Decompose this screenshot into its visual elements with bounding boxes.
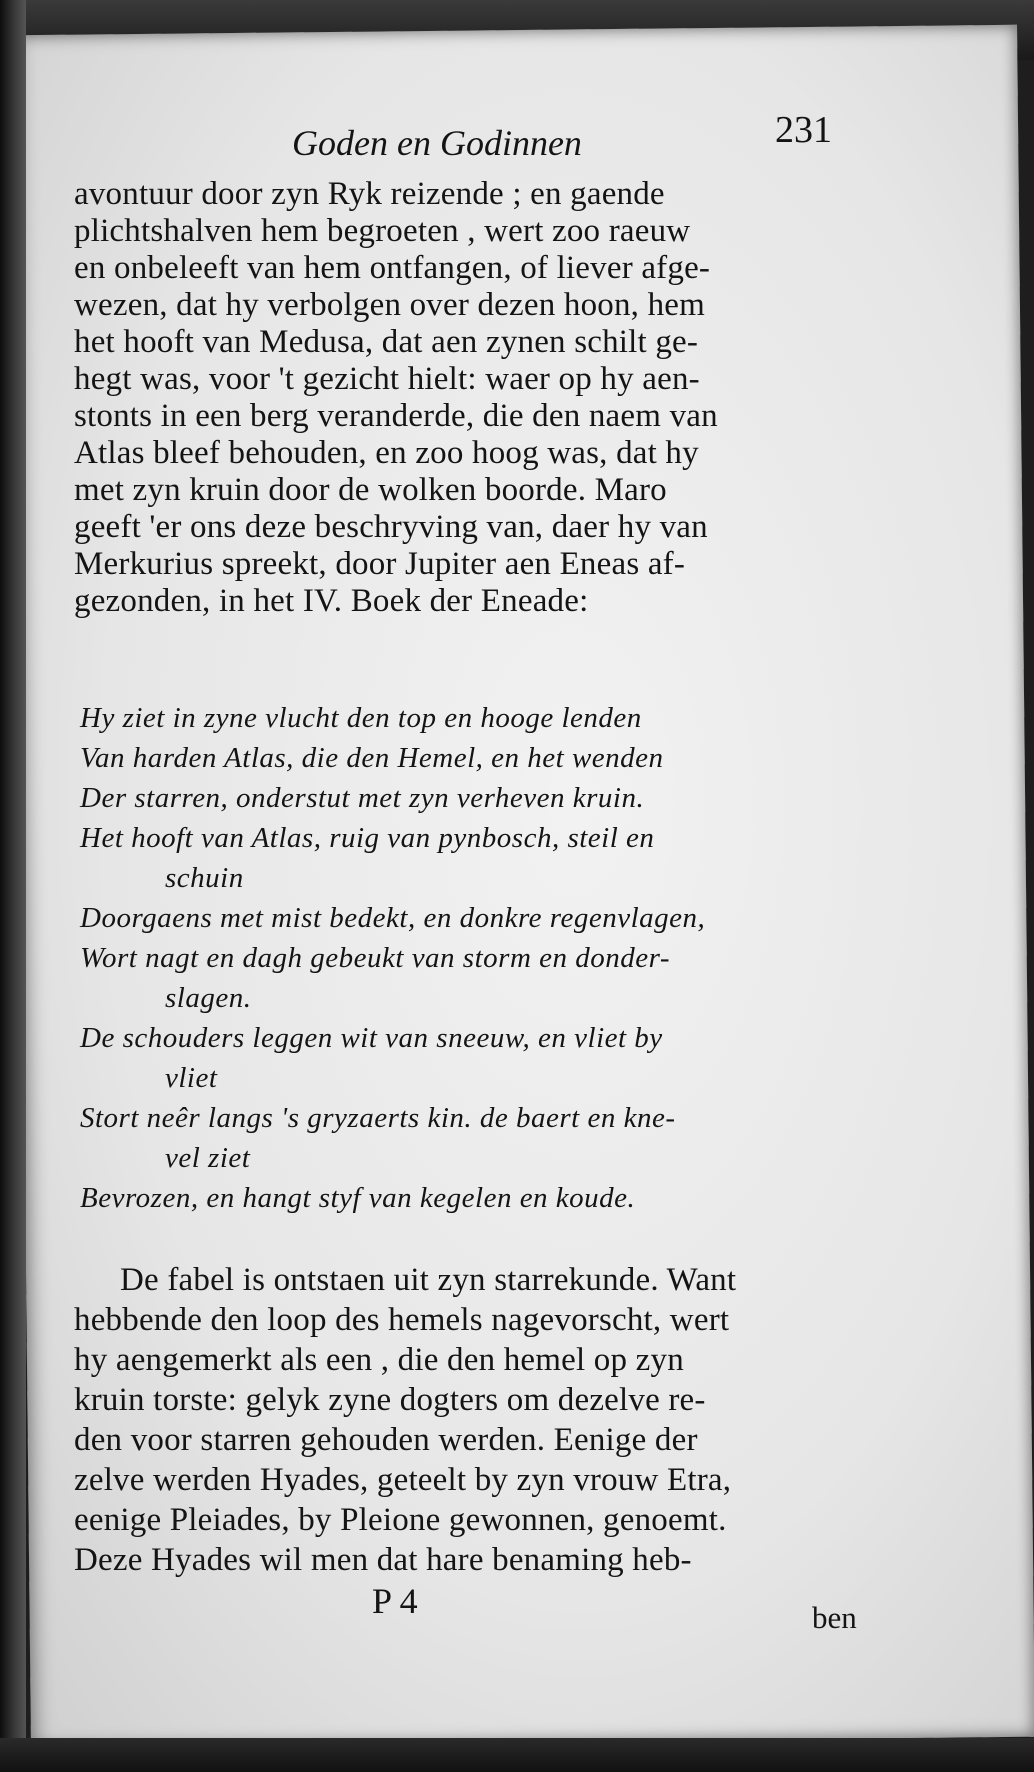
prose-line: zelve werden Hyades, geteelt by zyn vrouw Etra, (74, 1462, 732, 1498)
verse-line: schuin (165, 862, 244, 894)
running-title: Goden en Godinnen (292, 123, 582, 163)
prose-line: met zyn kruin door de wolken boorde. Maro (74, 472, 667, 508)
verse-line: Bevrozen, en hangt styf van kegelen en koude. (80, 1182, 636, 1214)
verse-line: Wort nagt en dagh gebeukt van storm en donder- (80, 942, 670, 974)
prose-line: plichtshalven hem begroeten , wert zoo raeuw (74, 213, 691, 249)
verse-line: Hy ziet in zyne vlucht den top en hooge lenden (80, 702, 642, 734)
prose-line: gezonden, in het IV. Boek der Eneade: (74, 583, 589, 619)
prose-line: kruin torste: gelyk zyne dogters om dezelve re- (74, 1382, 706, 1418)
prose-line: stonts in een berg veranderde, die den naem van (74, 398, 718, 434)
prose-line: het hooft van Medusa, dat aen zynen schilt ge- (74, 324, 699, 360)
signature-mark: P 4 (372, 1581, 418, 1621)
verse-line: Der starren, onderstut met zyn verheven kruin. (80, 782, 645, 814)
prose-line: Deze Hyades wil men dat hare benaming heb- (74, 1542, 692, 1578)
prose-line: avontuur door zyn Ryk reizende ; en gaende (74, 176, 665, 212)
prose-line: De fabel is ontstaen uit zyn starrekunde. Want (120, 1262, 737, 1298)
verse-line: De schouders leggen wit van sneeuw, en vliet by (80, 1022, 663, 1054)
prose-line: hebbende den loop des hemels nagevorscht, wert (74, 1302, 730, 1338)
prose-line: hegt was, voor 't gezicht hielt: waer op hy aen- (74, 361, 700, 397)
binding-edge (0, 0, 26, 1772)
verse-line: Van harden Atlas, die den Hemel, en het wenden (80, 742, 664, 774)
prose-line: eenige Pleiades, by Pleione gewonnen, genoemt. (74, 1502, 727, 1538)
prose-line: hy aengemerkt als een , die den hemel op zyn (74, 1342, 684, 1378)
verse-line: slagen. (165, 982, 252, 1014)
verse-line: Het hooft van Atlas, ruig van pynbosch, steil en (80, 822, 655, 854)
prose-line: Atlas bleef behouden, en zoo hoog was, dat hy (74, 435, 699, 471)
prose-line: wezen, dat hy verbolgen over dezen hoon, hem (74, 287, 705, 323)
verse-line: Stort neêr langs 's gryzaerts kin. de baert en kne- (80, 1102, 676, 1134)
prose-line: en onbeleeft van hem ontfangen, of liever afge- (74, 250, 711, 286)
verse-line: vel ziet (165, 1142, 251, 1174)
catchword: ben (812, 1600, 857, 1635)
prose-line: geeft 'er ons deze beschryving van, daer hy van (74, 509, 708, 545)
prose-line: Merkurius spreekt, door Jupiter aen Eneas af- (74, 546, 686, 582)
verse-line: vliet (165, 1062, 218, 1094)
prose-line: den voor starren gehouden werden. Eenige der (74, 1422, 698, 1458)
bottom-edge (0, 1738, 1034, 1772)
page-number: 231 (775, 109, 832, 151)
verse-line: Doorgaens met mist bedekt, en donkre regenvlagen, (80, 902, 706, 934)
